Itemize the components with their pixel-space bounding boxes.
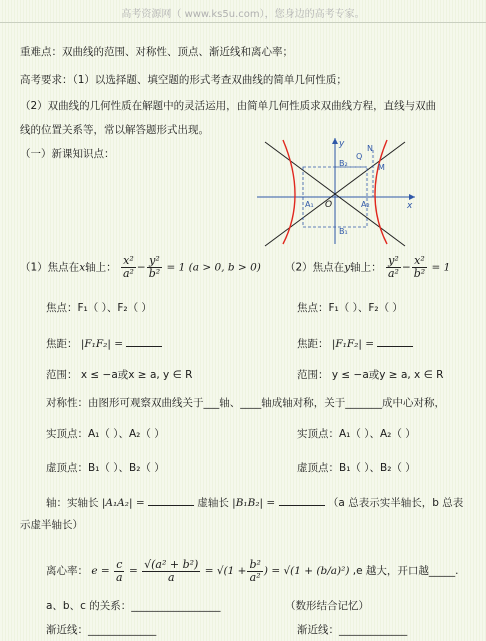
focal-distance-left-label: 焦距： — [46, 338, 78, 350]
imag-axis-label: 虚轴长 — [197, 497, 229, 509]
range-left: 范围： x ≤ −a或x ≥ a, y ∈ R — [46, 369, 193, 381]
case2-axis: 轴上： — [350, 261, 382, 274]
hyperbola-left-branch — [283, 140, 295, 244]
y-axis-arrow — [332, 138, 338, 144]
label-n: N — [367, 144, 373, 153]
axis-note-cont: 示虚半轴长） — [20, 519, 83, 531]
focal-distance-left-blank — [126, 336, 162, 347]
real-vertices-right: 实顶点：A₁（ ）、A₂（ ） — [297, 428, 416, 440]
ecc-formula: e = — [91, 565, 110, 577]
x-axis-arrow — [409, 194, 415, 200]
abc-relation: a、b、c 的关系：_________________ — [46, 600, 221, 612]
label-origin: O — [325, 200, 333, 210]
label-x: x — [407, 201, 413, 211]
focal-distance-right-label: 焦距： — [297, 338, 329, 350]
focus-left: 焦点：F₁（ ）、F₂（ ） — [46, 302, 152, 314]
frac-b2-a2: $\frac{\text{b²}}{\text{a²}}$ — [249, 557, 261, 584]
focal-distance-left: 焦距： |F₁F₂| = — [46, 336, 162, 351]
case1-condition: = 1 (a > 0, b > 0) — [166, 261, 261, 274]
imag-vertices-left: 虚顶点：B₁（ ）、B₂（ ） — [46, 462, 165, 474]
frac-x2-b2: $\frac{\text{x²}}{\text{b²}}$ — [413, 254, 426, 280]
symmetry-line: 对称性：由图形可观察双曲线关于___轴、____轴成轴对称，关于_______成中心对称， — [46, 397, 445, 409]
case1-axis: 轴上： — [85, 261, 117, 274]
case2-label: （2）焦点在 — [285, 261, 345, 274]
label-y: y — [339, 139, 345, 149]
abc-note: （数形结合记忆） — [285, 600, 369, 612]
key-points-line: 重难点：双曲线的范围、对称性、顶点、渐近线和离心率； — [20, 46, 293, 58]
equation-x-focus: （1）焦点在x轴上： $\frac{\text{x²}}{\text{a²}}$ − $\frac{\text{y²}}{\text{b²}}$ = 1 (a > 0, b > 0) — [20, 254, 261, 280]
frac-sqrt-a2b2: $\frac{\text{√(a² + b²)}}{a}$ — [144, 557, 199, 584]
case1-label: （1）焦点在 — [20, 261, 80, 274]
eccentricity-label: 离心率： — [46, 565, 88, 577]
eccentricity-tail: ,e 越大，开口越_____. — [352, 565, 459, 577]
real-axis-label: 轴：实轴长 — [46, 497, 99, 509]
header-text: 高考资源网（ www.ks5u.com），您身边的高考专家。 — [121, 9, 365, 20]
case1-var: x — [79, 261, 86, 274]
exam-requirement-1: 高考要求：（1）以选择题、填空题的形式考查双曲线的简单几何性质； — [20, 74, 347, 86]
equation-y-focus: （2）焦点在y轴上： $\frac{\text{y²}}{\text{a²}}$ − $\frac{\text{x²}}{\text{b²}}$ = 1 — [285, 254, 451, 280]
frac-y2-a2: $\frac{\text{y²}}{\text{a²}}$ — [387, 254, 399, 280]
imag-vertices-right: 虚顶点：B₁（ ）、B₂（ ） — [297, 462, 416, 474]
hyperbola-right-branch — [375, 140, 387, 244]
asymptote-right: 渐近线：_____________ — [297, 624, 408, 636]
real-axis-blank — [148, 495, 194, 506]
asymptote-left: 渐近线：_____________ — [46, 624, 157, 636]
hyperbola-figure — [255, 136, 420, 248]
section-heading: （一）新课知识点： — [20, 148, 115, 160]
eccentricity-line: 离心率： e = $\frac{c}{a}$ = $\frac{\text{√(a² + b²)}}{a}$ = √(1 + $\frac{\text{b²}}{\text{a²}}$ ) = √(1 + (b/a)²) ,e 越大，开口越_____. — [46, 557, 459, 584]
focal-distance-right-blank — [377, 336, 413, 347]
real-vertices-left: 实顶点：A₁（ ）、A₂（ ） — [46, 428, 165, 440]
imag-axis-blank — [279, 495, 325, 506]
page-header — [0, 0, 486, 23]
label-m: M — [378, 163, 385, 172]
label-a2: A₂ — [361, 200, 370, 209]
axis-lengths: 轴：实轴长 |A₁A₂| = 虚轴长 |B₁B₂| = （a 总表示实半轴长，b 总表 — [46, 497, 464, 509]
axis-note: （a 总表示实半轴长，b 总表 — [327, 497, 464, 509]
exam-requirement-2b: 线的位置关系等，常以解答题形式出现。 — [20, 124, 209, 136]
range-right: 范围： y ≤ −a或y ≥ a, x ∈ R — [297, 369, 444, 381]
frac-c-a: $\frac{c}{a}$ — [116, 557, 123, 584]
focus-right: 焦点：F₁（ ）、F₂（ ） — [297, 302, 403, 314]
exam-requirement-2a: （2）双曲线的几何性质在解题中的灵活运用，由简单几何性质求双曲线方程，直线与双曲 — [20, 100, 437, 112]
frac-y2-b2: $\frac{\text{y²}}{\text{b²}}$ — [148, 254, 161, 280]
case2-var: y — [344, 261, 351, 274]
case2-condition: = 1 — [431, 261, 451, 274]
label-q: Q — [356, 152, 363, 161]
label-a1: A₁ — [305, 200, 314, 209]
label-b1: B₁ — [339, 227, 348, 236]
label-b2: B₂ — [339, 159, 348, 168]
focal-distance-right: 焦距： |F₁F₂| = — [297, 336, 413, 351]
frac-x2-a2: $\frac{\text{x²}}{\text{a²}}$ — [122, 254, 134, 280]
